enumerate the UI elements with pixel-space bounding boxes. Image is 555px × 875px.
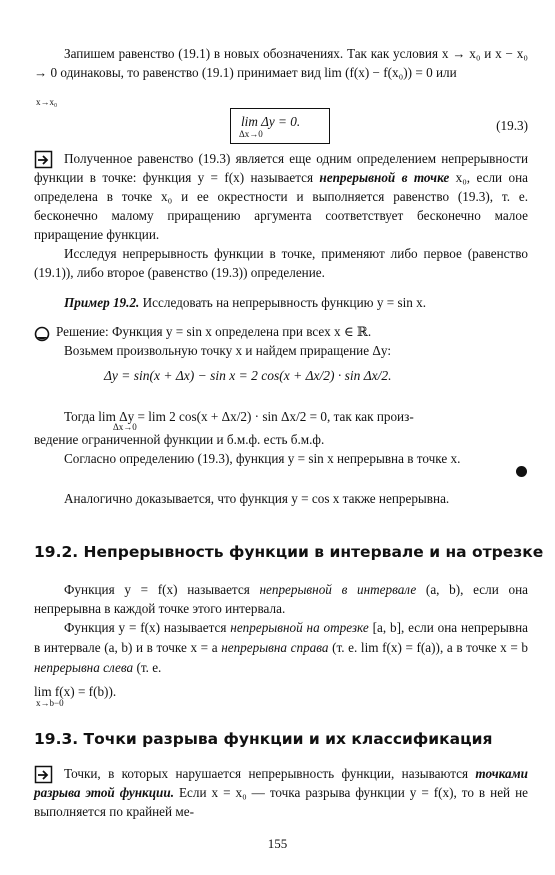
paragraph-segment bbox=[34, 618, 528, 678]
usage-text: Исследуя непрерывность функции в точке, применяют либо первое (равенство (19.1)), либо второе (равенство (19.3)) определение. bbox=[34, 246, 528, 280]
paragraph-usage bbox=[34, 244, 528, 282]
solution-line-1: Решение: Функция y = sin x определена при всех x ∈ ℝ. bbox=[56, 324, 372, 339]
discontinuity-term: точками разрыва этой функции. bbox=[34, 766, 528, 800]
paragraph-conclusion bbox=[34, 449, 528, 468]
limit-subscript: x→x₀ bbox=[36, 97, 58, 107]
segment-term: непрерывной на отрезке bbox=[230, 620, 369, 635]
segment-text-c: (т. е. lim f(x) = f(a)), а в точке x = b bbox=[328, 640, 528, 655]
segment-text-d: (т. е. bbox=[133, 660, 162, 675]
formula-delta-y: Δy = sin(x + Δx) − sin x = 2 cos(x + Δx/2) · sin Δx/2. bbox=[104, 368, 392, 383]
interval-term: непрерывной в интервале bbox=[259, 582, 417, 597]
interval-text-b: (a, b), если она непрерывна в каждой точке этого интервала. bbox=[34, 582, 528, 616]
section-heading-19-2: 19.2. Непрерывность функции в интервале и на отрезке bbox=[34, 543, 544, 561]
end-of-solution-icon bbox=[516, 466, 527, 477]
conclusion-text: Согласно определению (19.3), функция y = sin x непрерывна в точке x. bbox=[64, 451, 461, 466]
left-continuous-term: непрерывна слева bbox=[34, 660, 134, 675]
interval-text-a: Функция y = f(x) называется bbox=[64, 582, 260, 597]
definition-text-a: Полученное равенство (19.3) является еще одним определением непрерывности функции в точке: функция y = f(x) называется bbox=[34, 151, 528, 185]
then-line: Тогда lim Δy = lim 2 cos(x + Δx/2) · sin Δx/2 = 0, так как произ- bbox=[64, 409, 414, 424]
boxed-equation bbox=[230, 108, 330, 144]
solution-circle-icon bbox=[34, 326, 50, 347]
paragraph-intro bbox=[34, 44, 528, 82]
segment-text-b: [a, b], если она непрерывна в интервале (a, b) и в точке x = a bbox=[34, 620, 529, 655]
example-text: Исследовать на непрерывность функцию y = sin x. bbox=[139, 295, 427, 310]
boxed-equation-text: lim Δy = 0. bbox=[241, 114, 301, 129]
cosine-text: Аналогично доказывается, что функция y = cos x также непрерывна. bbox=[64, 491, 450, 506]
then-line-2: ведение ограниченной функции и б.м.ф. есть б.м.ф. bbox=[34, 432, 325, 447]
example-heading bbox=[34, 293, 528, 312]
paragraph-cosine bbox=[34, 489, 528, 508]
definition-text-b: x₀, если она определена в точке x₀ и ее окрестности и выполняется равенство (19.3), т. е. бесконечно малому приращению аргумента соответствует бесконечно малое приращение функции. bbox=[34, 170, 528, 242]
example-label: Пример 19.2. bbox=[64, 295, 140, 310]
segment-text-a: Функция y = f(x) называется bbox=[64, 620, 231, 635]
paragraph-intro-text: Запишем равенство (19.1) в новых обозначениях. Так как условия x → x₀ и x − x₀ → 0 одинаковы, то равенство (19.1) принимает вид lim (f(x) − f(x₀)) = 0 или bbox=[34, 46, 528, 80]
equation-number: (19.3) bbox=[496, 118, 528, 133]
segment-limit-line: lim f(x) = f(b)). bbox=[34, 684, 117, 699]
solution-line-2: Возьмем произвольную точку x и найдем приращение Δy: bbox=[64, 343, 392, 358]
paragraph-definition bbox=[34, 149, 528, 244]
segment-limit-subscript: x→b−0 bbox=[36, 698, 64, 708]
paragraph-interval bbox=[34, 580, 528, 618]
discontinuity-text-a: Точки, в которых нарушается непрерывность функции, называются bbox=[64, 766, 476, 781]
boxed-equation-subscript: Δx→0 bbox=[239, 129, 263, 139]
right-continuous-term: непрерывна справа bbox=[221, 640, 329, 655]
then-subscript: Δx→0 bbox=[113, 422, 137, 432]
paragraph-discontinuity bbox=[34, 764, 528, 821]
discontinuity-text-b: Если x = x₀ — точка разрыва функции y = f(x), то в ней не выполняется по крайней ме- bbox=[34, 785, 528, 819]
section-heading-19-3: 19.3. Точки разрыва функции и их классификация bbox=[34, 730, 493, 748]
definition-term: непрерывной в точке bbox=[319, 170, 450, 185]
page-number: 155 bbox=[267, 836, 288, 851]
